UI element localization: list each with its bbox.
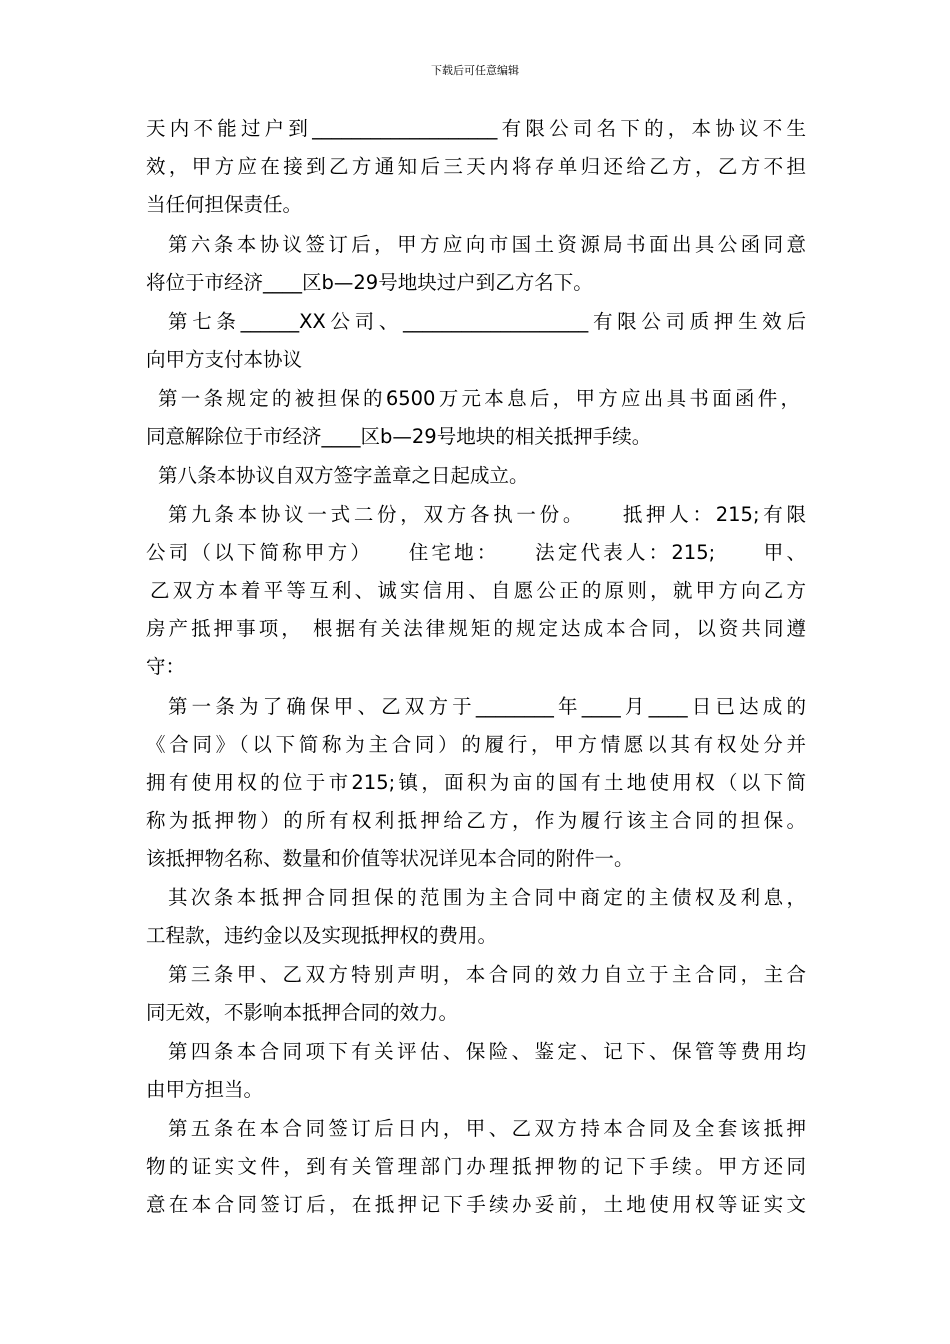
text-line: 该抵押物名称、数量和价值等状况详见本合同的附件一。 — [146, 847, 634, 870]
text-line: 第一条为了确保甲、乙双方于________年____月____日已达成的 — [168, 695, 806, 718]
text-line: 乙双方本着平等互利、诚实信用、自愿公正的原则，就甲方向乙方 — [150, 579, 806, 602]
text-line: 当任何担保责任。 — [146, 193, 303, 216]
text-line: 第三条甲、乙双方特别声明，本合同的效力自立于主合同，主合 — [168, 963, 806, 986]
text-line: 天内不能过户到___________________有限公司名下的，本协议不生 — [146, 117, 806, 140]
text-line: 第八条本协议自双方签字盖章之日起成立。 — [158, 464, 529, 487]
text-line: 第四条本合同项下有关评估、保险、鉴定、记下、保管等费用均 — [168, 1040, 806, 1063]
text-line: 同无效，不影响本抵押合同的效力。 — [146, 1001, 459, 1024]
text-line: 《合同》（以下简称为主合同）的履行，甲方情愿以其有权处分并 — [146, 733, 806, 756]
text-line: 称为抵押物）的所有权利抵押给乙方，作为履行该主合同的担保。 — [146, 809, 806, 832]
text-line: 向甲方支付本协议 — [146, 348, 303, 371]
text-line: 守： — [146, 655, 186, 678]
text-line: 第一条规定的被担保的6500万元本息后，甲方应出具书面函件， — [158, 387, 800, 410]
text-line: 第七条______XX公司、___________________有限公司质押生效后 — [168, 310, 806, 333]
text-line: 效，甲方应在接到乙方通知后三天内将存单归还给乙方，乙方不担 — [146, 155, 806, 178]
text-line: 第六条本协议签订后，甲方应向市国土资源局书面出具公函同意 — [168, 233, 806, 256]
text-line: 物的证实文件，到有关管理部门办理抵押物的记下手续。甲方还同 — [146, 1155, 806, 1178]
text-line: 由甲方担当。 — [146, 1078, 264, 1101]
text-line: 房产抵押事项， 根据有关法律规矩的规定达成本合同，以资共同遵 — [146, 617, 806, 640]
text-line: 拥有使用权的位于市215;镇，面积为亩的国有土地使用权（以下简 — [146, 771, 806, 794]
text-line: 第五条在本合同签订后日内，甲、乙双方持本合同及全套该抵押 — [168, 1117, 806, 1140]
text-line: 工程款，违约金以及实现抵押权的费用。 — [146, 924, 498, 947]
text-line: 将位于市经济____区b—29号地块过户到乙方名下。 — [146, 271, 593, 294]
text-line: 意在本合同签订后，在抵押记下手续办妥前，土地使用权等证实文 — [146, 1193, 806, 1216]
text-line: 第九条本协议一式二份，双方各执一份。 抵押人：215;有限 — [168, 503, 806, 526]
page-header: 下载后可任意编辑 — [431, 64, 519, 77]
text-line: 公司（以下简称甲方） 住宅地： 法定代表人：215; 甲、 — [146, 541, 806, 564]
text-line: 同意解除位于市经济____区b—29号地块的相关抵押手续。 — [146, 425, 652, 448]
text-line: 其次条本抵押合同担保的范围为主合同中商定的主债权及利息， — [168, 886, 806, 909]
